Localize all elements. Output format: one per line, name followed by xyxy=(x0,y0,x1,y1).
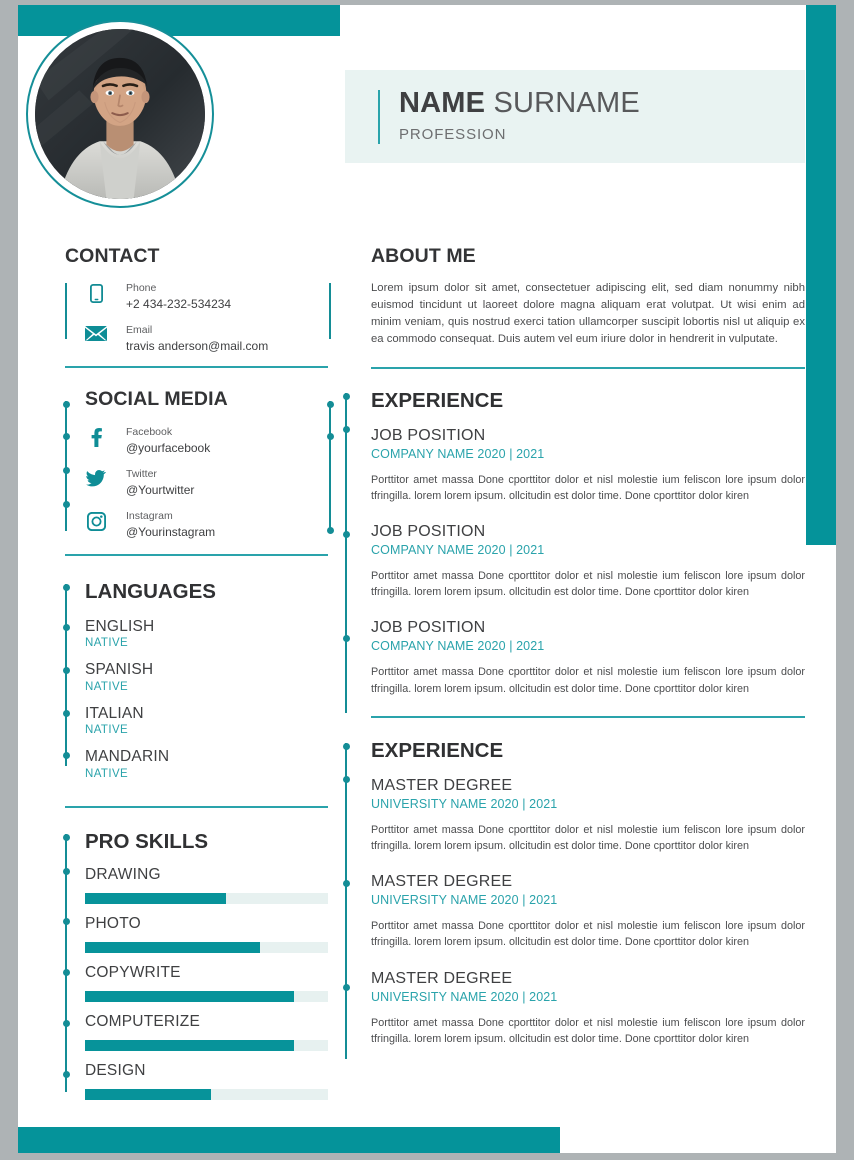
education-entry-title: MASTER DEGREE xyxy=(371,969,513,987)
experience-entry-title: JOB POSITION xyxy=(371,426,486,444)
divider-after-about xyxy=(371,367,805,369)
education-entry-subtitle: UNIVERSITY NAME 2020 | 2021 xyxy=(371,989,558,1004)
decor-bar-bottom-left xyxy=(18,1127,560,1153)
education-entry xyxy=(371,873,805,950)
language-item xyxy=(85,747,328,779)
section-title-contact: CONTACT xyxy=(65,245,160,267)
skill-name: PHOTO xyxy=(85,914,141,932)
skills-rail-dot-5 xyxy=(63,1071,70,1078)
name-first: NAME xyxy=(399,87,486,120)
languages-rail-dot-2 xyxy=(63,667,70,674)
skill-name: DESIGN xyxy=(85,1061,146,1079)
name-last: SURNAME xyxy=(485,87,640,120)
social-value-instagram: @Yourinstagram xyxy=(126,525,216,540)
contact-rail-left xyxy=(65,283,67,339)
skill-bar-fill xyxy=(85,1040,294,1051)
social-label-twitter: Twitter xyxy=(126,468,157,481)
contact-value-email: travis anderson@mail.com xyxy=(126,339,269,354)
skill-item xyxy=(85,1062,328,1100)
languages-rail-dot-0 xyxy=(63,584,70,591)
skills-rail-dot-4 xyxy=(63,1020,70,1027)
phone-icon xyxy=(85,281,107,303)
social-rail-right xyxy=(329,401,331,531)
experience-rail-dot-3 xyxy=(343,635,350,642)
divider-after-contact xyxy=(65,366,328,368)
section-pro-skills xyxy=(65,830,328,1100)
skill-bar-track xyxy=(85,942,328,953)
education-entry xyxy=(371,970,805,1047)
skill-name: DRAWING xyxy=(85,865,161,883)
social-rail-right-dot-1 xyxy=(327,433,334,440)
language-item xyxy=(85,704,328,736)
social-value-facebook: @yourfacebook xyxy=(126,441,211,456)
experience-rail-dot-0 xyxy=(343,393,350,400)
social-label-facebook: Facebook xyxy=(126,426,173,439)
skills-rail-dot-0 xyxy=(63,834,70,841)
profession-subtitle: PROFESSION xyxy=(399,125,507,143)
language-level: NATIVE xyxy=(85,767,129,780)
section-title-social: SOCIAL MEDIA xyxy=(85,388,228,411)
skills-rail-dot-2 xyxy=(63,918,70,925)
contact-value-phone: +2 434-232-534234 xyxy=(126,297,232,312)
skill-name: COMPUTERIZE xyxy=(85,1012,201,1030)
education-rail-dot-3 xyxy=(343,984,350,991)
experience-entry-text: Porttitor amet massa Done cporttitor dolor et nisl molestie ium feliscon lore ipsum dolor tfringilla. lorem lorem ipsum. ollcitudin est dolor time. Done cporttitor dolor kiren xyxy=(371,473,805,502)
section-title-education: EXPERIENCE xyxy=(371,738,504,762)
skill-item xyxy=(85,866,328,904)
language-level: NATIVE xyxy=(85,637,129,650)
instagram-icon[interactable] xyxy=(85,509,107,531)
contact-item-email xyxy=(85,323,328,355)
section-title-languages: LANGUAGES xyxy=(85,580,216,604)
language-name: SPANISH xyxy=(85,661,154,679)
skill-bar-track xyxy=(85,1089,328,1100)
education-entry-title: MASTER DEGREE xyxy=(371,776,513,794)
education-rail-dot-2 xyxy=(343,880,350,887)
social-rail-dot-2 xyxy=(63,467,70,474)
social-item-facebook[interactable] xyxy=(85,425,328,457)
about-me-text: Lorem ipsum dolor sit amet, consectetuer adipiscing elit, sed diam nonummy nibh euismod tincidunt ut laoreet dolore magna aliquam erat volutpat. Ut wisi enim ad minim veniam, quis nostrud exerci tation ullamcorper suscipit lobortis nisl ut aliquip ex ea commodo consequat. Duis autem vel eum iriure dolor in hendrerit in vulputate. xyxy=(371,282,805,346)
experience-entry xyxy=(371,523,805,600)
education-rail-dot-0 xyxy=(343,743,350,750)
contact-label-phone: Phone xyxy=(126,282,157,294)
skill-item xyxy=(85,1013,328,1051)
skills-rail-dot-1 xyxy=(63,868,70,875)
resume-page xyxy=(18,5,836,1153)
section-contact xyxy=(65,245,328,368)
experience-entry-subtitle: COMPANY NAME 2020 | 2021 xyxy=(371,543,545,557)
main-column xyxy=(345,36,805,1066)
skill-bar-track xyxy=(85,1040,328,1051)
education-rail xyxy=(345,743,347,1059)
email-icon xyxy=(85,323,107,341)
decor-bar-top-left xyxy=(18,5,340,36)
language-name: ENGLISH xyxy=(85,618,155,636)
social-label-instagram: Instagram xyxy=(126,510,173,523)
skill-name: COPYWRITE xyxy=(85,963,181,981)
skill-item xyxy=(85,964,328,1002)
language-name: ITALIAN xyxy=(85,704,144,722)
language-level: NATIVE xyxy=(85,680,129,693)
education-entry xyxy=(371,777,805,854)
experience-rail-dot-2 xyxy=(343,531,350,538)
contact-item-phone xyxy=(85,281,328,313)
divider-after-languages xyxy=(65,806,328,808)
section-about-me xyxy=(345,245,805,349)
skill-bar-fill xyxy=(85,893,226,904)
social-item-twitter[interactable] xyxy=(85,467,328,499)
language-item xyxy=(85,617,328,649)
experience-entry-title: JOB POSITION xyxy=(371,619,486,637)
social-rail-dot-0 xyxy=(63,401,70,408)
skill-bar-fill xyxy=(85,942,260,953)
experience-rail-dot-1 xyxy=(343,426,350,433)
facebook-icon[interactable] xyxy=(85,425,107,447)
twitter-icon[interactable] xyxy=(85,467,107,487)
contact-label-email: Email xyxy=(126,324,153,337)
languages-rail-dot-3 xyxy=(63,710,70,717)
education-entry-text: Porttitor amet massa Done cporttitor dolor et nisl molestie ium feliscon lore ipsum dolor tfringilla. lorem lorem ipsum. ollcitudin est dolor time. Done cporttitor dolor kiren xyxy=(371,823,805,852)
skill-bar-track xyxy=(85,893,328,904)
languages-rail-dot-1 xyxy=(63,624,70,631)
section-languages xyxy=(65,580,328,808)
social-rail-dot-3 xyxy=(63,501,70,508)
skill-bar-track xyxy=(85,991,328,1002)
section-social-media xyxy=(65,388,328,556)
experience-entry-text: Porttitor amet massa Done cporttitor dolor et nisl molestie ium feliscon lore ipsum dolor tfringilla. lorem lorem ipsum. ollcitudin est dolor time. Done cporttitor dolor kiren xyxy=(371,570,805,599)
education-entry-text: Porttitor amet massa Done cporttitor dolor et nisl molestie ium feliscon lore ipsum dolor tfringilla. lorem lorem ipsum. ollcitudin est dolor time. Done cporttitor dolor kiren xyxy=(371,1016,805,1045)
social-rail-right-dot-0 xyxy=(327,401,334,408)
languages-rail-dot-4 xyxy=(63,752,70,759)
contact-rail-right xyxy=(329,283,331,339)
experience-entry-subtitle: COMPANY NAME 2020 | 2021 xyxy=(371,446,545,461)
experience-entry-title: JOB POSITION xyxy=(371,523,486,540)
divider-after-social xyxy=(65,554,328,556)
section-title-experience: EXPERIENCE xyxy=(371,388,504,412)
education-entry-text: Porttitor amet massa Done cporttitor dolor et nisl molestie ium feliscon lore ipsum dolor tfringilla. lorem lorem ipsum. ollcitudin est dolor time. Done cporttitor dolor kiren xyxy=(371,920,805,949)
social-rail-dot-1 xyxy=(63,433,70,440)
education-entry-title: MASTER DEGREE xyxy=(371,873,513,891)
content-area xyxy=(18,36,836,1127)
divider-after-experience xyxy=(371,716,805,718)
language-item xyxy=(85,660,328,692)
languages-rail-left xyxy=(65,584,67,766)
skills-rail-dot-3 xyxy=(63,969,70,976)
language-name: MANDARIN xyxy=(85,748,170,766)
education-rail-dot-1 xyxy=(343,776,350,783)
social-item-instagram[interactable] xyxy=(85,509,328,541)
sidebar xyxy=(65,36,328,1111)
skill-bar-fill xyxy=(85,1089,211,1100)
education-entry-subtitle: UNIVERSITY NAME 2020 | 2021 xyxy=(371,893,558,908)
section-education xyxy=(345,739,805,1047)
section-title-skills: PRO SKILLS xyxy=(85,829,209,853)
language-level: NATIVE xyxy=(85,724,129,737)
social-rail-left xyxy=(65,401,67,531)
education-entry-subtitle: UNIVERSITY NAME 2020 | 2021 xyxy=(371,796,558,811)
skill-item xyxy=(85,915,328,953)
experience-rail xyxy=(345,393,347,713)
experience-entry xyxy=(371,427,805,504)
section-title-about: ABOUT ME xyxy=(371,245,476,267)
experience-entry-text: Porttitor amet massa Done cporttitor dolor et nisl molestie ium feliscon lore ipsum dolor tfringilla. lorem lorem ipsum. ollcitudin est dolor time. Done cporttitor dolor kiren xyxy=(371,666,805,695)
social-rail-right-dot-2 xyxy=(327,527,334,534)
experience-entry-subtitle: COMPANY NAME 2020 | 2021 xyxy=(371,639,545,654)
social-value-twitter: @Yourtwitter xyxy=(126,483,195,498)
skill-bar-fill xyxy=(85,991,294,1002)
section-experience xyxy=(345,389,805,697)
experience-entry xyxy=(371,619,805,696)
